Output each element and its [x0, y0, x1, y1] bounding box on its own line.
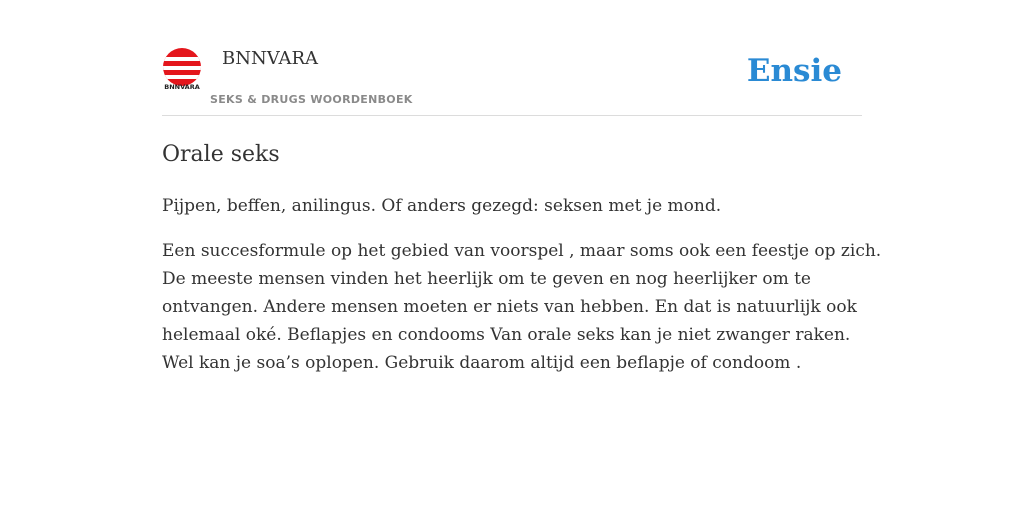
description-line: ontvangen. Andere mensen moeten er niets van hebben. En dat is natuurlijk ook: [162, 297, 857, 317]
description-line: Wel kan je soa’s oplopen. Gebruik daarom altijd een beflapje of condoom .: [162, 353, 802, 373]
header: [162, 45, 862, 116]
term-description: [162, 237, 882, 377]
description-line: helemaal oké. Beflapjes en condooms Van orale seks kan je niet zwanger raken.: [162, 325, 851, 345]
description-line: Een succesformule op het gebied van voorspel , maar soms ook een feestje op zich.: [162, 241, 882, 261]
term-definition: Pijpen, beffen, anilingus. Of anders gezegd: seksen met je mond.: [162, 196, 722, 216]
brand-name[interactable]: BNNVARA: [222, 48, 319, 69]
description-line: De meeste mensen vinden het heerlijk om te geven en nog heerlijker om te: [162, 269, 811, 289]
dictionary-subtitle[interactable]: SEKS & DRUGS WOORDENBOEK: [210, 93, 413, 106]
page: [162, 0, 882, 377]
bnnvara-logo[interactable]: [162, 47, 202, 91]
ensie-logo-link[interactable]: Ensie: [746, 53, 842, 89]
term-title: Orale seks: [162, 142, 280, 167]
logo-text: BNNVARA: [164, 83, 200, 91]
